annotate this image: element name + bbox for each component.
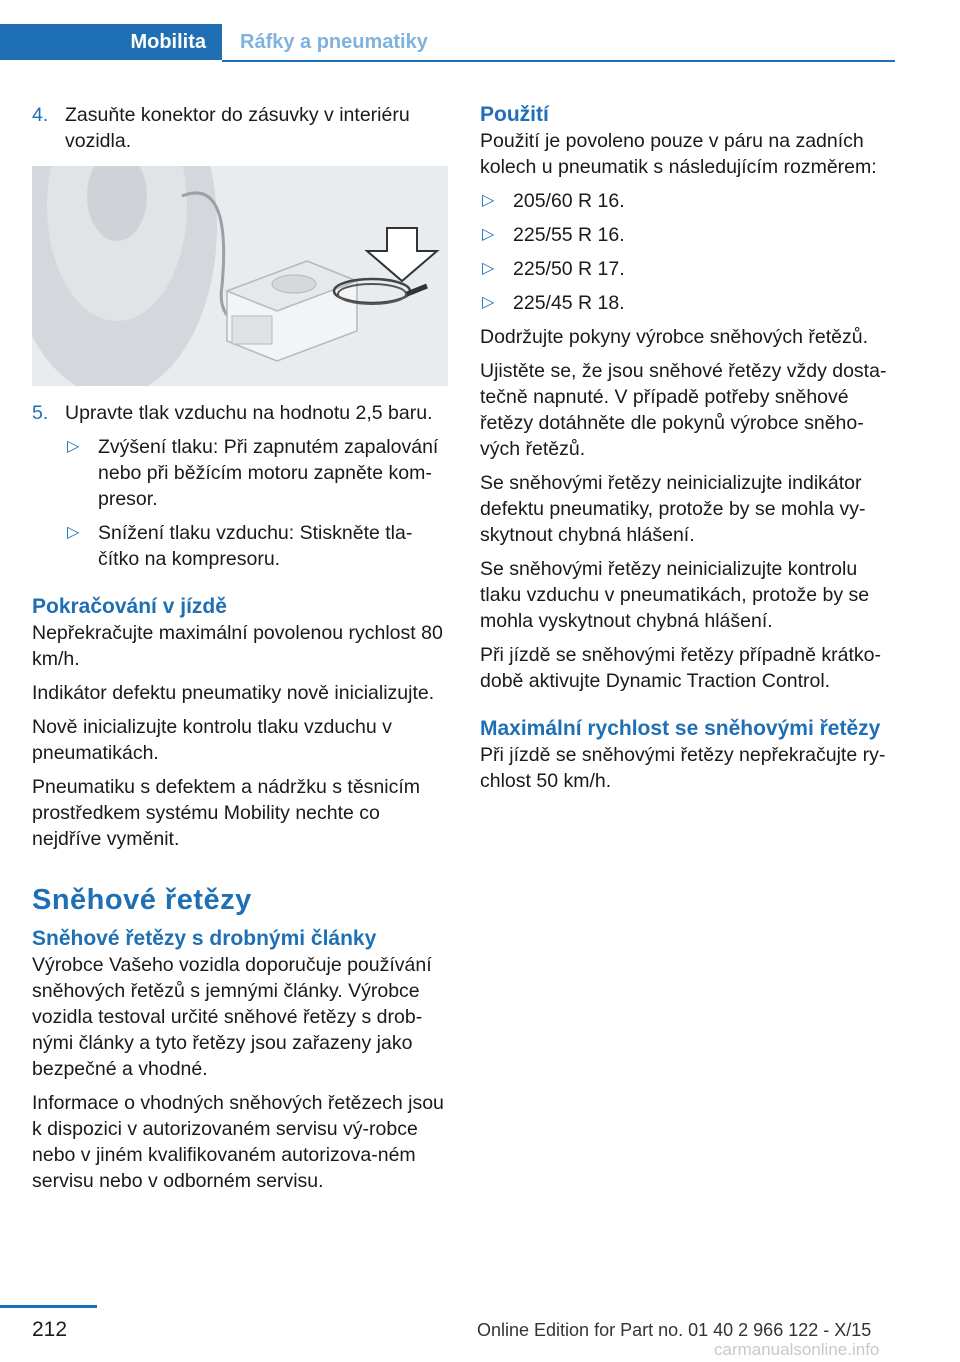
tab-rafky-pneumatiky[interactable]: Ráfky a pneumatiky bbox=[240, 30, 428, 53]
paragraph: Při jízdě se sněhovými řetězy nepřekračujte ry‐chlost 50 km/h. bbox=[480, 744, 886, 792]
list-item bbox=[65, 434, 450, 512]
paragraph: Výrobce Vašeho vozidla doporučuje používání sněhových řetězů s jemnými články. Výrobce vozidla testoval určité sněhové řetězy s drob‐nými články a tyto řetězy jsou zařazeny jako bezpečné a vhodné. bbox=[32, 954, 432, 1080]
section-title-pokracovani: Pokračování v jízdě bbox=[32, 595, 227, 618]
paragraph: Se sněhovými řetězy neinicializujte indikátor defektu pneumatiky, protože by se mohla vy‐skytnout chybná hlášení. bbox=[480, 472, 866, 546]
step-text: Zasuňte konektor do zásuvky v interiéru vozidla. bbox=[65, 104, 410, 152]
tire-size: 225/50 R 17. bbox=[513, 258, 625, 280]
tire-size: 205/60 R 16. bbox=[513, 190, 625, 212]
step-number: 5. bbox=[32, 402, 49, 424]
bullet-text: Zvýšení tlaku: Při zapnutém zapalování nebo při běžícím motoru zapněte kom‐presor. bbox=[98, 436, 439, 510]
paragraph: Při jízdě se sněhovými řetězy případně krátko‐době aktivujte Dynamic Traction Control. bbox=[480, 644, 882, 692]
list-item bbox=[480, 188, 898, 214]
paragraph: Ujistěte se, že jsou sněhové řetězy vždy dosta‐tečně napnuté. V případě potřeby sněhové řetězy dotáhněte dle pokynů výrobce sněho‐vých řetězů. bbox=[480, 360, 887, 460]
section-title-pouziti: Použití bbox=[480, 103, 549, 126]
triangle-bullet-icon: ▷ bbox=[482, 226, 495, 243]
footer-divider bbox=[0, 1305, 97, 1308]
paragraph: Pneumatiku s defektem a nádržku s těsnicím prostředkem systému Mobility nechte co nejdříve vyměnit. bbox=[32, 776, 421, 850]
list-item bbox=[480, 256, 898, 282]
tire-size: 225/45 R 18. bbox=[513, 292, 625, 314]
bullet-text: Snížení tlaku vzduchu: Stiskněte tla‐čítko na kompresoru. bbox=[98, 522, 413, 570]
paragraph: Nepřekračujte maximální povolenou rychlost 80 km/h. bbox=[32, 622, 443, 670]
tire-size: 225/55 R 16. bbox=[513, 224, 625, 246]
edition-text: Online Edition for Part no. 01 40 2 966 122 - X/15 bbox=[477, 1320, 872, 1340]
step-4 bbox=[32, 102, 450, 154]
paragraph: Informace o vhodných sněhových řetězech jsou k dispozici v autorizovaném servisu vý‐robce nebo v jiném kvalifikovaném autorizova‐ném servisu nebo v odborném servisu. bbox=[32, 1092, 444, 1192]
paragraph: Dodržujte pokyny výrobce sněhových řetězů. bbox=[480, 326, 869, 348]
paragraph: Použití je povoleno pouze v páru na zadních kolech u pneumatik s následujícím rozměrem: bbox=[480, 130, 877, 178]
tab-mobilita[interactable]: Mobilita bbox=[0, 24, 222, 60]
compressor-icon bbox=[32, 166, 448, 386]
step-5 bbox=[32, 400, 450, 426]
paragraph: Se sněhovými řetězy neinicializujte kontrolu tlaku vzduchu v pneumatikách, protože by se mohla vyskytnout chybná hlášení. bbox=[480, 558, 870, 632]
section-title-snehove-retezy: Sněhové řetězy s drobnými články bbox=[32, 927, 377, 950]
right-column bbox=[480, 102, 898, 802]
page-number: 212 bbox=[32, 1318, 68, 1341]
list-item bbox=[65, 520, 450, 572]
list-item bbox=[480, 290, 898, 316]
step-text: Upravte tlak vzduchu na hodnotu 2,5 baru. bbox=[65, 402, 433, 424]
header bbox=[0, 24, 895, 62]
chapter-title: Sněhové řetězy bbox=[32, 884, 252, 916]
paragraph: Nově inicializujte kontrolu tlaku vzduchu v pneumatikách. bbox=[32, 716, 392, 764]
watermark: carmanualsonline.info bbox=[714, 1340, 880, 1359]
step-number: 4. bbox=[32, 104, 49, 126]
triangle-bullet-icon: ▷ bbox=[67, 524, 80, 541]
header-divider bbox=[222, 60, 895, 62]
step-5-bullets bbox=[65, 434, 450, 572]
triangle-bullet-icon: ▷ bbox=[482, 260, 495, 277]
compressor-illustration bbox=[32, 166, 448, 386]
list-item bbox=[480, 222, 898, 248]
triangle-bullet-icon: ▷ bbox=[482, 294, 495, 311]
paragraph: Indikátor defektu pneumatiky nově inicializujte. bbox=[32, 682, 435, 704]
left-column bbox=[32, 102, 450, 1202]
section-title-max-rychlost: Maximální rychlost se sněhovými řetězy bbox=[480, 717, 881, 740]
triangle-bullet-icon: ▷ bbox=[67, 438, 80, 455]
triangle-bullet-icon: ▷ bbox=[482, 192, 495, 209]
